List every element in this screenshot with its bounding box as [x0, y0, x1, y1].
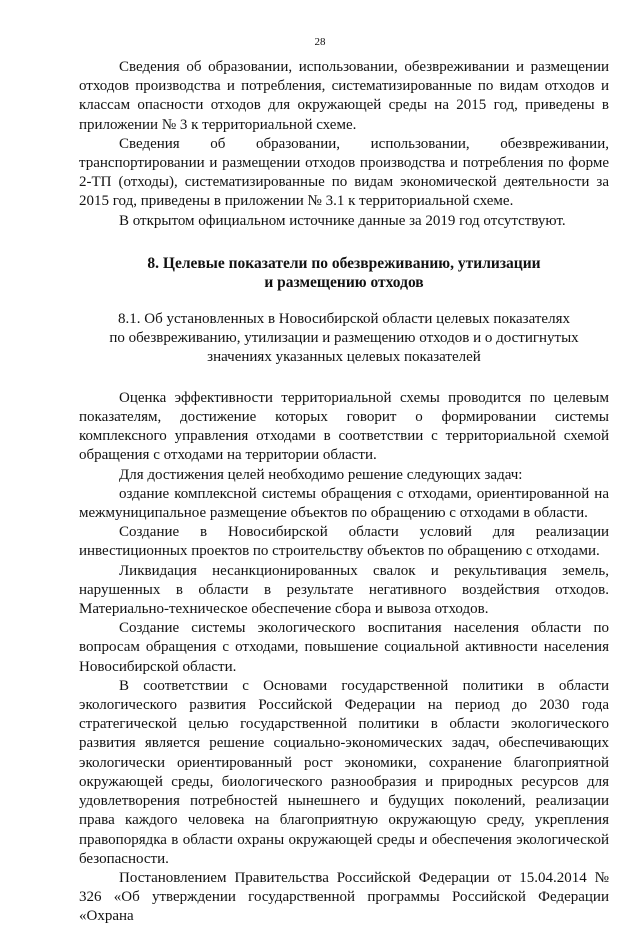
- subsection-heading-line: значениях указанных целевых показателей: [207, 348, 481, 365]
- body-paragraph: Создание в Новосибирской области условий для реализации инвестиционных проектов по строительству объектов по обращению с отходами.: [79, 524, 609, 560]
- page-content: [79, 58, 609, 927]
- subsection-heading: [79, 310, 609, 367]
- body-paragraph: Для достижения целей необходимо решение следующих задач:: [119, 466, 523, 483]
- intro-paragraph: В открытом официальном источнике данные за 2019 год отсутствуют.: [119, 212, 566, 229]
- intro-paragraph: Сведения об образовании, использовании, обезвреживании и размещении отходов производства и потребления, систематизированные по видам отходов и классам опасности отходов для окружающей среды на 2015 год, приведены в приложении № 3 к территориальной схеме.: [79, 59, 609, 133]
- section-heading-line: 8. Целевые показатели по обезвреживанию, утилизации: [147, 254, 541, 272]
- body-paragraph: Постановлением Правительства Российской Федерации от 15.04.2014 № 326 «Об утверждении государственной программы Российской Федерации «Охрана: [79, 869, 609, 925]
- body-text: [79, 389, 609, 927]
- intro-paragraph: Сведения об образовании, использовании, обезвреживании, транспортировании и размещении отходов производства и потребления по форме 2-ТП (отходы), систематизированные по видам экономической деятельности за 2015 год, приведены в приложении № 3.1 к территориальной схеме.: [79, 135, 609, 210]
- section-heading: [79, 254, 609, 292]
- page-number: 28: [314, 36, 326, 48]
- body-paragraph: Оценка эффективности территориальной схемы проводится по целевым показателям, достижение которых говорит о формировании системы комплексного управления отходами в соответствии с территориальной схемой обращения с отходами на территории области.: [79, 389, 609, 464]
- subsection-heading-line: 8.1. Об установленных в Новосибирской области целевых показателях: [118, 310, 570, 327]
- body-paragraph: В соответствии с Основами государственной политики в области экологического развития Российской Федерации на период до 2030 года стратегической целью государственной политики в области экологического развития является решение социально-экономических задач, обеспечивающих экологически ориентированный рост экономики, сохранение благоприятной окружающей среды, биологического разнообразия и природных ресурсов для удовлетворения потребностей нынешнего и будущих поколений, реализации права каждого человека на благоприятную окружающую среду, укрепления правопорядка в области охраны окружающей среды и обеспечения экологической безопасности.: [79, 677, 609, 867]
- section-heading-line: и размещению отходов: [264, 273, 424, 291]
- body-paragraph: Ликвидация несанкционированных свалок и рекультивация земель, нарушенных в области в результате негативного воздействия отходов. Материально-техническое обеспечение сбора и вывоза отходов.: [79, 562, 609, 618]
- body-paragraph: Создание системы экологического воспитания населения области по вопросам обращения с отходами, повышение социальной активности населения Новосибирской области.: [79, 620, 609, 675]
- body-paragraph: оздание комплексной системы обращения с отходами, ориентированной на межмуниципальное размещение объектов по обращению с отходами в области.: [79, 485, 609, 522]
- subsection-heading-line: по обезвреживанию, утилизации и размещению отходов и о достигнутых: [109, 329, 579, 346]
